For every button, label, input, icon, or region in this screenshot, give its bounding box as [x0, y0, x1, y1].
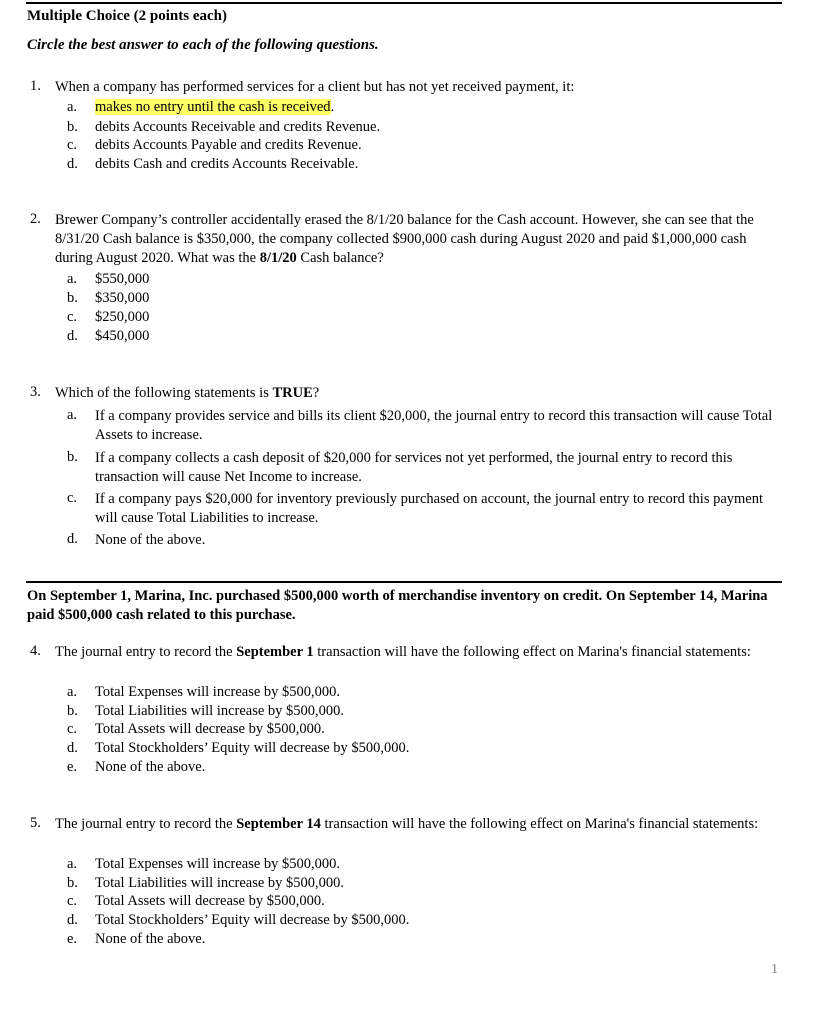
question-3-option-d[interactable] [67, 531, 782, 550]
option-letter: a. [67, 856, 78, 872]
question-1-text: When a company has performed services for a client but has not yet received payment, it: [55, 79, 575, 95]
question-2-option-d[interactable] [67, 328, 782, 345]
question-5-option-b[interactable] [67, 875, 782, 892]
question-5-option-d[interactable] [67, 912, 782, 929]
question-3-text [55, 384, 780, 403]
question-5-text-part2: transaction will have the following effect on Marina's financial statements: [320, 816, 759, 832]
option-letter: b. [67, 119, 78, 135]
question-3-option-b[interactable] [67, 449, 782, 487]
option-text: debits Accounts Receivable and credits Revenue. [95, 119, 381, 135]
option-text: If a company collects a cash deposit of $20,000 for services not yet performed, the journal entry to record this transaction will cause Net Income to increase. [95, 450, 733, 485]
question-5-option-a[interactable] [67, 856, 782, 873]
question-5-option-e[interactable] [67, 931, 782, 948]
option-letter: c. [67, 137, 78, 153]
option-text: None of the above. [95, 759, 206, 775]
question-2-text-bold: 8/1/20 [259, 250, 297, 266]
question-1-option-d[interactable] [67, 156, 782, 173]
option-text: If a company pays $20,000 for inventory previously purchased on account, the journal entry to record this payment will cause Total Liabilities to increase. [95, 491, 764, 526]
option-text: Total Liabilities will increase by $500,000. [95, 703, 345, 719]
question-2-option-b[interactable] [67, 290, 782, 307]
highlighted-answer: makes no entry until the cash is received [95, 99, 331, 115]
option-letter: a. [67, 271, 78, 287]
section-title: Multiple Choice (2 points each) [27, 8, 227, 24]
question-5-text-part1: The journal entry to record the [55, 816, 237, 832]
scenario-rule [26, 581, 782, 583]
section-instruction: Circle the best answer to each of the following questions. [27, 37, 379, 53]
option-text: $250,000 [95, 309, 150, 325]
question-4-option-c[interactable] [67, 721, 782, 738]
option-letter: a. [67, 684, 78, 700]
option-text: Total Liabilities will increase by $500,000. [95, 875, 345, 891]
option-letter: d. [67, 531, 78, 547]
option-letter: d. [67, 156, 78, 172]
option-suffix: . [330, 99, 335, 115]
question-3-text-bold: TRUE [272, 385, 313, 401]
top-rule [26, 2, 782, 4]
option-letter: b. [67, 703, 78, 719]
option-text: Total Assets will decrease by $500,000. [95, 893, 325, 909]
question-4-option-a[interactable] [67, 684, 782, 701]
option-letter: b. [67, 449, 78, 465]
question-3-option-a[interactable] [67, 407, 782, 445]
option-letter: b. [67, 875, 78, 891]
question-5-text-bold: September 14 [236, 816, 321, 832]
option-letter: c. [67, 721, 78, 737]
option-letter: e. [67, 759, 78, 775]
question-3-number: 3. [30, 384, 41, 400]
question-4-text [55, 643, 780, 662]
option-text: Total Stockholders’ Equity will decrease by $500,000. [95, 912, 410, 928]
question-3-text-part2: ? [312, 385, 320, 401]
option-text: Total Expenses will increase by $500,000. [95, 684, 341, 700]
option-letter: c. [67, 490, 78, 506]
option-letter: d. [67, 912, 78, 928]
question-4-text-bold: September 1 [236, 644, 314, 660]
question-4-number: 4. [30, 643, 41, 659]
question-4-option-e[interactable] [67, 759, 782, 776]
option-text: If a company provides service and bills its client $20,000, the journal entry to record this transaction will cause Total Assets to increase. [95, 408, 773, 443]
question-4-text-part1: The journal entry to record the [55, 644, 237, 660]
question-2-option-a[interactable] [67, 271, 782, 288]
question-2-option-c[interactable] [67, 309, 782, 326]
question-5-option-c[interactable] [67, 893, 782, 910]
option-letter: a. [67, 99, 78, 115]
option-text: Total Assets will decrease by $500,000. [95, 721, 325, 737]
page-number: 1 [771, 962, 778, 977]
option-letter: e. [67, 931, 78, 947]
question-4-option-b[interactable] [67, 703, 782, 720]
question-2-text-part2: Cash balance? [296, 250, 384, 266]
question-5-number: 5. [30, 815, 41, 831]
option-text: None of the above. [95, 931, 206, 947]
question-1-option-a[interactable] [67, 99, 782, 116]
option-text: Total Stockholders’ Equity will decrease by $500,000. [95, 740, 410, 756]
option-text: Total Expenses will increase by $500,000. [95, 856, 341, 872]
option-letter: a. [67, 407, 78, 423]
question-3-option-c[interactable] [67, 490, 782, 528]
question-3-text-part1: Which of the following statements is [55, 385, 273, 401]
question-4-text-part2: transaction will have the following effect on Marina's financial statements: [313, 644, 751, 660]
question-2-text-part1: Brewer Company’s controller accidentally erased the 8/1/20 balance for the Cash account. However, she can see that the 8/31/20 Cash balance is $350,000, the company collected $900,000 cash during August 2020 and paid $1,000,000 cash during August 2020. What was the [55, 212, 754, 266]
question-4-option-d[interactable] [67, 740, 782, 757]
option-letter: c. [67, 893, 78, 909]
option-text: None of the above. [95, 532, 206, 548]
question-2-number: 2. [30, 211, 41, 227]
option-text: $350,000 [95, 290, 150, 306]
option-text: debits Accounts Payable and credits Revenue. [95, 137, 362, 153]
question-5-text [55, 815, 780, 834]
option-letter: b. [67, 290, 78, 306]
option-letter: d. [67, 328, 78, 344]
question-1-option-b[interactable] [67, 119, 782, 136]
option-text: $450,000 [95, 328, 150, 344]
question-1-number: 1. [30, 78, 41, 94]
option-letter: c. [67, 309, 78, 325]
question-1-option-c[interactable] [67, 137, 782, 154]
option-text: $550,000 [95, 271, 150, 287]
scenario-text: On September 1, Marina, Inc. purchased $500,000 worth of merchandise inventory on credit. On September 14, Marina paid $500,000 cash related to this purchase. [27, 588, 768, 623]
question-2-text [55, 211, 780, 268]
option-text: debits Cash and credits Accounts Receivable. [95, 156, 359, 172]
option-letter: d. [67, 740, 78, 756]
